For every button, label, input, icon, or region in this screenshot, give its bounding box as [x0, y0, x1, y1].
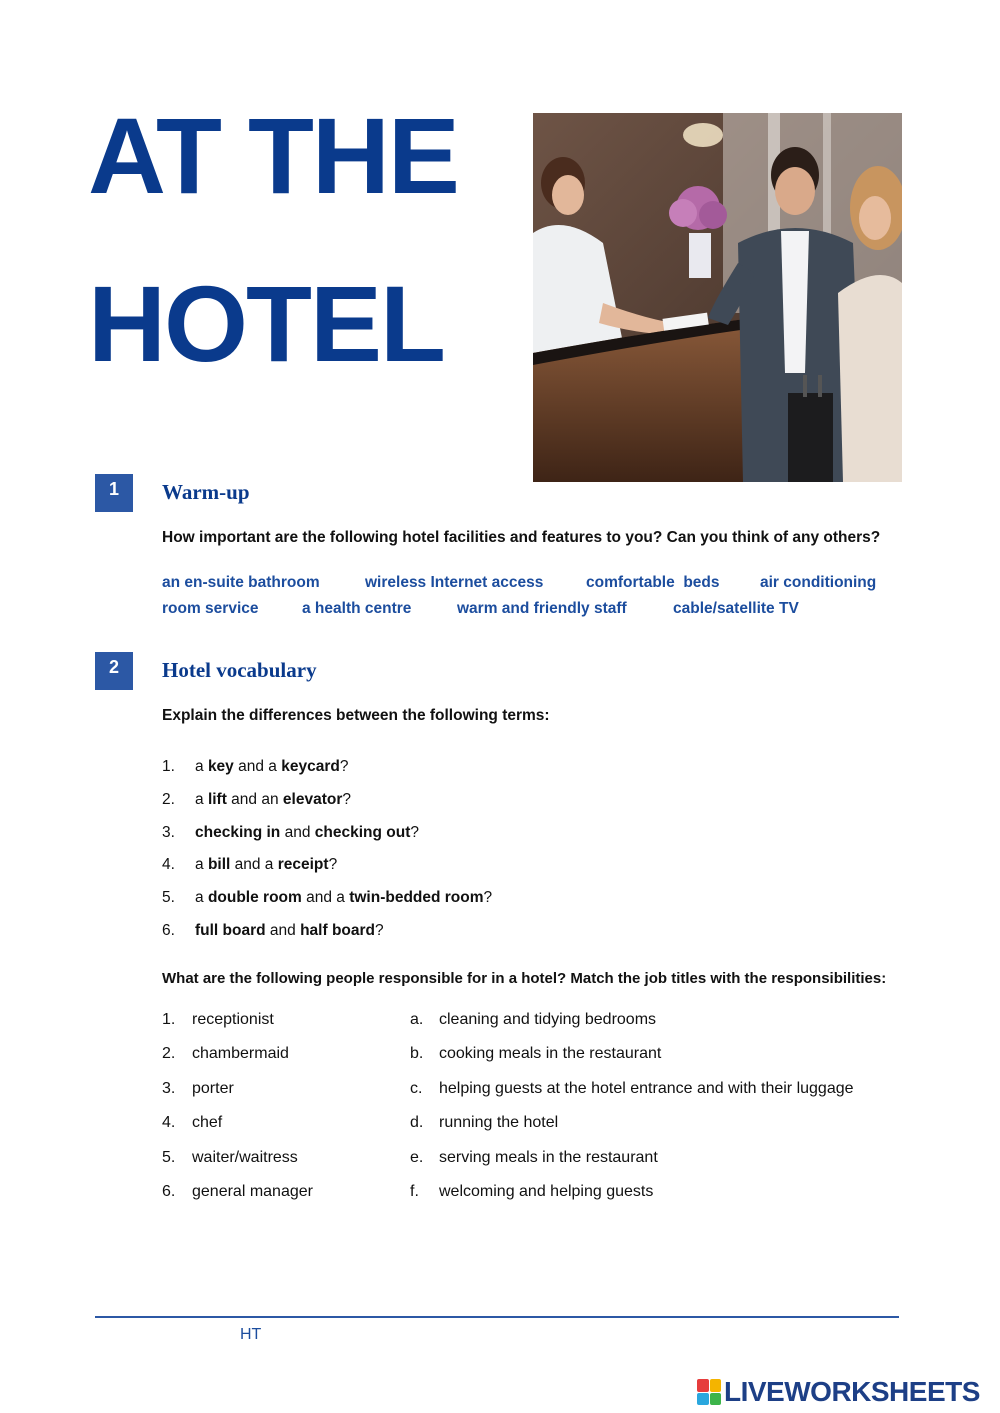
term-bold: checking out	[314, 823, 411, 841]
term-bold: full board	[195, 921, 266, 939]
question-text	[195, 889, 492, 922]
question-fragment: and a	[230, 856, 278, 874]
question-fragment: and	[265, 921, 301, 939]
question-fragment: a	[195, 790, 208, 808]
job-number: 3.	[162, 1079, 176, 1097]
question-number: 4.	[162, 856, 175, 874]
responsibility-letter: a.	[410, 1011, 424, 1028]
section-number-1: 1	[95, 474, 133, 512]
page-title-line-2: HOTEL	[88, 263, 444, 384]
responsibility-text: welcoming and helping guests	[439, 1183, 654, 1200]
job-title: waiter/waitress	[192, 1148, 298, 1166]
job-number: 2.	[162, 1045, 176, 1063]
term-bold: twin-bedded room	[349, 889, 484, 907]
question-text	[195, 922, 384, 955]
page-title-line-1: AT THE	[88, 95, 458, 216]
question-item	[162, 856, 492, 889]
hotel-reception-photo	[533, 113, 902, 482]
responsibility-text: cooking meals in the restaurant	[439, 1045, 662, 1063]
warmup-item: an en-suite bathroom	[162, 574, 320, 591]
warmup-item: cable/satellite TV	[673, 600, 799, 617]
question-text	[195, 856, 337, 889]
job-title: chef	[192, 1114, 223, 1132]
question-item	[162, 791, 492, 824]
match-row	[162, 1045, 902, 1067]
question-text	[195, 824, 419, 857]
vocabulary-instruction: Explain the differences between the following terms:	[162, 707, 550, 724]
question-fragment: and	[280, 823, 315, 841]
question-number: 3.	[162, 823, 175, 841]
question-number: 1.	[162, 758, 175, 775]
question-fragment: and a	[301, 889, 350, 907]
term-bold: double room	[207, 889, 302, 907]
job-title: porter	[192, 1079, 234, 1097]
responsibility-text: running the hotel	[439, 1114, 559, 1132]
brand-name: LIVEWORKSHEETS	[724, 1376, 980, 1407]
logo-tile	[710, 1393, 722, 1406]
question-fragment: ?	[483, 889, 493, 907]
match-instruction: What are the following people responsible for in a hotel? Match the job titles with the responsibilities:	[162, 970, 887, 987]
term-bold: key	[207, 758, 234, 775]
question-fragment: a	[195, 856, 208, 874]
job-number: 6.	[162, 1183, 176, 1200]
job-title: chambermaid	[192, 1045, 289, 1063]
question-fragment: and a	[233, 758, 282, 775]
question-fragment: and an	[226, 790, 283, 808]
match-row	[162, 1011, 902, 1033]
term-bold: receipt	[277, 856, 329, 874]
question-fragment: ?	[342, 790, 351, 808]
warmup-item: warm and friendly staff	[457, 600, 627, 617]
footer-text: HT	[240, 1326, 262, 1343]
match-row	[162, 1114, 902, 1136]
warmup-item: air conditioning	[760, 574, 877, 591]
responsibility-letter: f.	[410, 1183, 419, 1200]
responsibility-text: cleaning and tidying bedrooms	[439, 1011, 657, 1028]
question-number: 5.	[162, 889, 175, 907]
responsibility-letter: b.	[410, 1045, 424, 1063]
section-title-warmup: Warm-up	[162, 480, 250, 504]
difference-questions-list	[162, 758, 492, 955]
question-item	[162, 922, 492, 955]
job-title: general manager	[192, 1183, 313, 1200]
logo-tile	[697, 1393, 709, 1406]
question-text	[195, 791, 351, 824]
logo-tile	[710, 1379, 722, 1392]
job-number: 4.	[162, 1114, 176, 1132]
job-number: 5.	[162, 1148, 176, 1166]
question-item	[162, 758, 492, 791]
warmup-item: room service	[162, 600, 259, 617]
question-fragment: ?	[328, 856, 338, 874]
match-row	[162, 1149, 902, 1171]
question-number: 2.	[162, 790, 175, 808]
question-item	[162, 824, 492, 857]
question-fragment: a	[195, 758, 208, 775]
term-bold: keycard	[281, 758, 340, 775]
responsibility-text: serving meals in the restaurant	[439, 1148, 658, 1166]
term-bold: checking in	[195, 823, 281, 841]
match-row	[162, 1080, 902, 1102]
responsibility-text: helping guests at the hotel entrance and with their luggage	[439, 1079, 854, 1097]
section-number-2: 2	[95, 652, 133, 690]
responsibility-letter: d.	[410, 1114, 424, 1132]
job-title: receptionist	[192, 1011, 274, 1028]
liveworksheets-brand[interactable]	[697, 1378, 980, 1406]
term-bold: half board	[300, 921, 376, 939]
responsibility-letter: e.	[410, 1148, 424, 1166]
question-fragment: ?	[410, 823, 419, 841]
responsibility-letter: c.	[410, 1079, 423, 1097]
warmup-item: wireless Internet access	[365, 574, 544, 591]
question-text	[195, 758, 348, 791]
term-bold: elevator	[282, 790, 343, 808]
liveworksheets-logo-icon	[697, 1379, 721, 1405]
question-item	[162, 889, 492, 922]
match-row	[162, 1183, 902, 1205]
job-number: 1.	[162, 1011, 176, 1028]
term-bold: bill	[207, 856, 231, 874]
question-fragment: ?	[375, 921, 384, 939]
warmup-instruction: How important are the following hotel facilities and features to you? Can you think of any others?	[162, 529, 881, 546]
warmup-item: comfortable beds	[586, 574, 720, 591]
question-fragment: a	[195, 889, 208, 907]
warmup-item: a health centre	[302, 600, 412, 617]
logo-tile	[697, 1379, 709, 1392]
question-fragment: ?	[339, 758, 349, 775]
footer-divider	[95, 1316, 899, 1318]
term-bold: lift	[207, 790, 227, 808]
section-title-vocabulary: Hotel vocabulary	[162, 658, 317, 682]
question-number: 6.	[162, 921, 175, 939]
